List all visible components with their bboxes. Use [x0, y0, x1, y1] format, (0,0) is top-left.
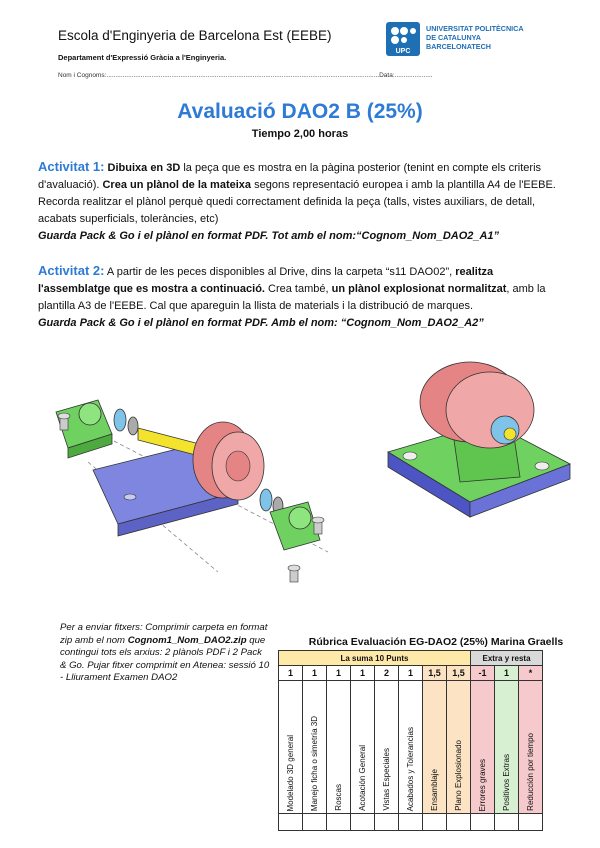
activity-2-text: un plànol explosionat normalitzat	[331, 283, 507, 295]
exploded-assembly-image	[38, 372, 338, 622]
university-line-3: BARCELONATECH	[426, 42, 491, 51]
rubric-criterion: Errores graves	[478, 758, 487, 811]
activity-2-text: A partir de les peces disponibles al Drive, dins la carpeta “s11 DAO02”,	[104, 266, 456, 278]
activity-2-text: realitza l'assemblatge que es mostra a continuació.	[38, 266, 494, 295]
activity-1-text: Dibuixa en 3D	[107, 162, 181, 174]
rubric-criterion: Vistas Especiales	[382, 748, 391, 811]
rubric-criterion: Acabados y Tolerancias	[406, 726, 415, 811]
activity-1-label: Activitat 1:	[38, 159, 105, 174]
rubric-points: 2	[375, 666, 399, 681]
rubric-points: 1	[327, 666, 351, 681]
rubric-points: 1	[351, 666, 375, 681]
university-name	[426, 24, 524, 51]
rubric-criterion: Modelado 3D general	[286, 734, 295, 811]
rubric-criterion: Acotación General	[358, 745, 367, 811]
rubric-points: 1	[303, 666, 327, 681]
activity-2-text: Crea també,	[264, 283, 332, 295]
university-line-2: DE CATALUNYA	[426, 33, 481, 42]
rubric-score-cell[interactable]	[351, 814, 375, 831]
activity-1-text: Crea un plànol de la mateixa	[102, 179, 252, 191]
activity-1-filename: Guarda Pack & Go i el plànol en format PDF. Tot amb el nom:“Cognom_Nom_DAO2_A1”	[38, 230, 500, 242]
rubric-score-cell[interactable]	[399, 814, 423, 831]
upc-logo-icon	[386, 22, 420, 56]
upc-logo-mark: UPC	[395, 48, 411, 55]
rubric-group-sum: La suma 10 Punts	[279, 651, 471, 666]
rubric-criterion: Plano Explosionado	[454, 740, 463, 811]
rubric-points: 1,5	[423, 666, 447, 681]
rubric-score-cell[interactable]	[519, 814, 543, 831]
rubric-score-cell[interactable]	[447, 814, 471, 831]
rubric-title: Rúbrica Evaluación EG-DAO2 (25%) Marina Graells	[308, 636, 564, 648]
rubric-criteria-row	[279, 681, 543, 814]
submission-note	[60, 622, 270, 685]
activity-2-text: , amb la plantilla A3 de l'EEBE. Cal que apareguin la llista de materials i la distribució de marques.	[38, 283, 546, 312]
department-name: Departament d'Expressió Gràcia a l'Enginyeria.	[58, 53, 227, 62]
rubric-points: 1,5	[447, 666, 471, 681]
rubric-group-extra: Extra y resta	[471, 651, 543, 666]
rubric-points: 1	[399, 666, 423, 681]
rubric-points: *	[519, 666, 543, 681]
page-subtitle: Tiempo 2,00 horas	[251, 128, 349, 140]
rubric-criterion: Reducción por tiempo	[526, 733, 535, 811]
rubric-score-cell[interactable]	[327, 814, 351, 831]
rubric-criterion: Ensamblaje	[430, 769, 439, 811]
university-line-1: UNIVERSITAT POLITÈCNICA	[426, 24, 524, 33]
activity-2-filename: Guarda Pack & Go i el plànol en format PDF. Amb el nom: “Cognom_Nom_DAO2_A2”	[38, 317, 484, 329]
name-date-field: Nom i Cognoms:.......................................................................................................................................................Data:.....................	[58, 72, 433, 79]
activity-1-text: segons representació europea i amb la plantilla A4 de l'EEBE. Recorda realitzar el plànol perquè quedi correctament definida la peça (talls, vistes auxiliars, de detall, acabats superficials, toleràncies, etc)	[38, 179, 556, 225]
activity-2-label: Activitat 2:	[38, 263, 105, 278]
school-name: Escola d'Enginyeria de Barcelona Est (EEBE)	[58, 28, 332, 43]
assembled-part-image	[380, 352, 580, 537]
rubric-score-cell[interactable]	[279, 814, 303, 831]
note-text: Per a enviar fitxers: Comprimir carpeta en format zip amb el nom	[60, 622, 268, 646]
note-filename: Cognom1_Nom_DAO2.zip	[127, 634, 247, 646]
note-text: que contingui tots els arxius: 2 plànols PDF i 2 Pack & Go. Pujar fitxer comprimit en Atenea: sessió 10 - Lliurament Examen DAO2	[60, 634, 270, 683]
activity-1	[38, 158, 558, 245]
rubric-points: -1	[471, 666, 495, 681]
rubric-score-cell[interactable]	[423, 814, 447, 831]
rubric-criterion: Roscas	[334, 784, 343, 811]
rubric-score-cell[interactable]	[303, 814, 327, 831]
activity-1-text: la peça que es mostra en la pàgina posterior (tenint en compte els criteris d'avaluació).	[38, 162, 542, 191]
rubric-table	[278, 650, 543, 831]
rubric-score-cell[interactable]	[375, 814, 399, 831]
activity-2	[38, 262, 558, 332]
rubric-score-row	[279, 814, 543, 831]
rubric-score-cell[interactable]	[495, 814, 519, 831]
rubric-points: 1	[279, 666, 303, 681]
page-title: Avaluació DAO2 B (25%)	[177, 100, 423, 123]
rubric-criterion: Manejo ficha o simetría 3D	[310, 715, 319, 811]
rubric-score-cell[interactable]	[471, 814, 495, 831]
upc-logo	[386, 22, 420, 56]
rubric-criterion: Positivos Extras	[502, 754, 511, 811]
rubric-points-row	[279, 666, 543, 681]
rubric-points: 1	[495, 666, 519, 681]
